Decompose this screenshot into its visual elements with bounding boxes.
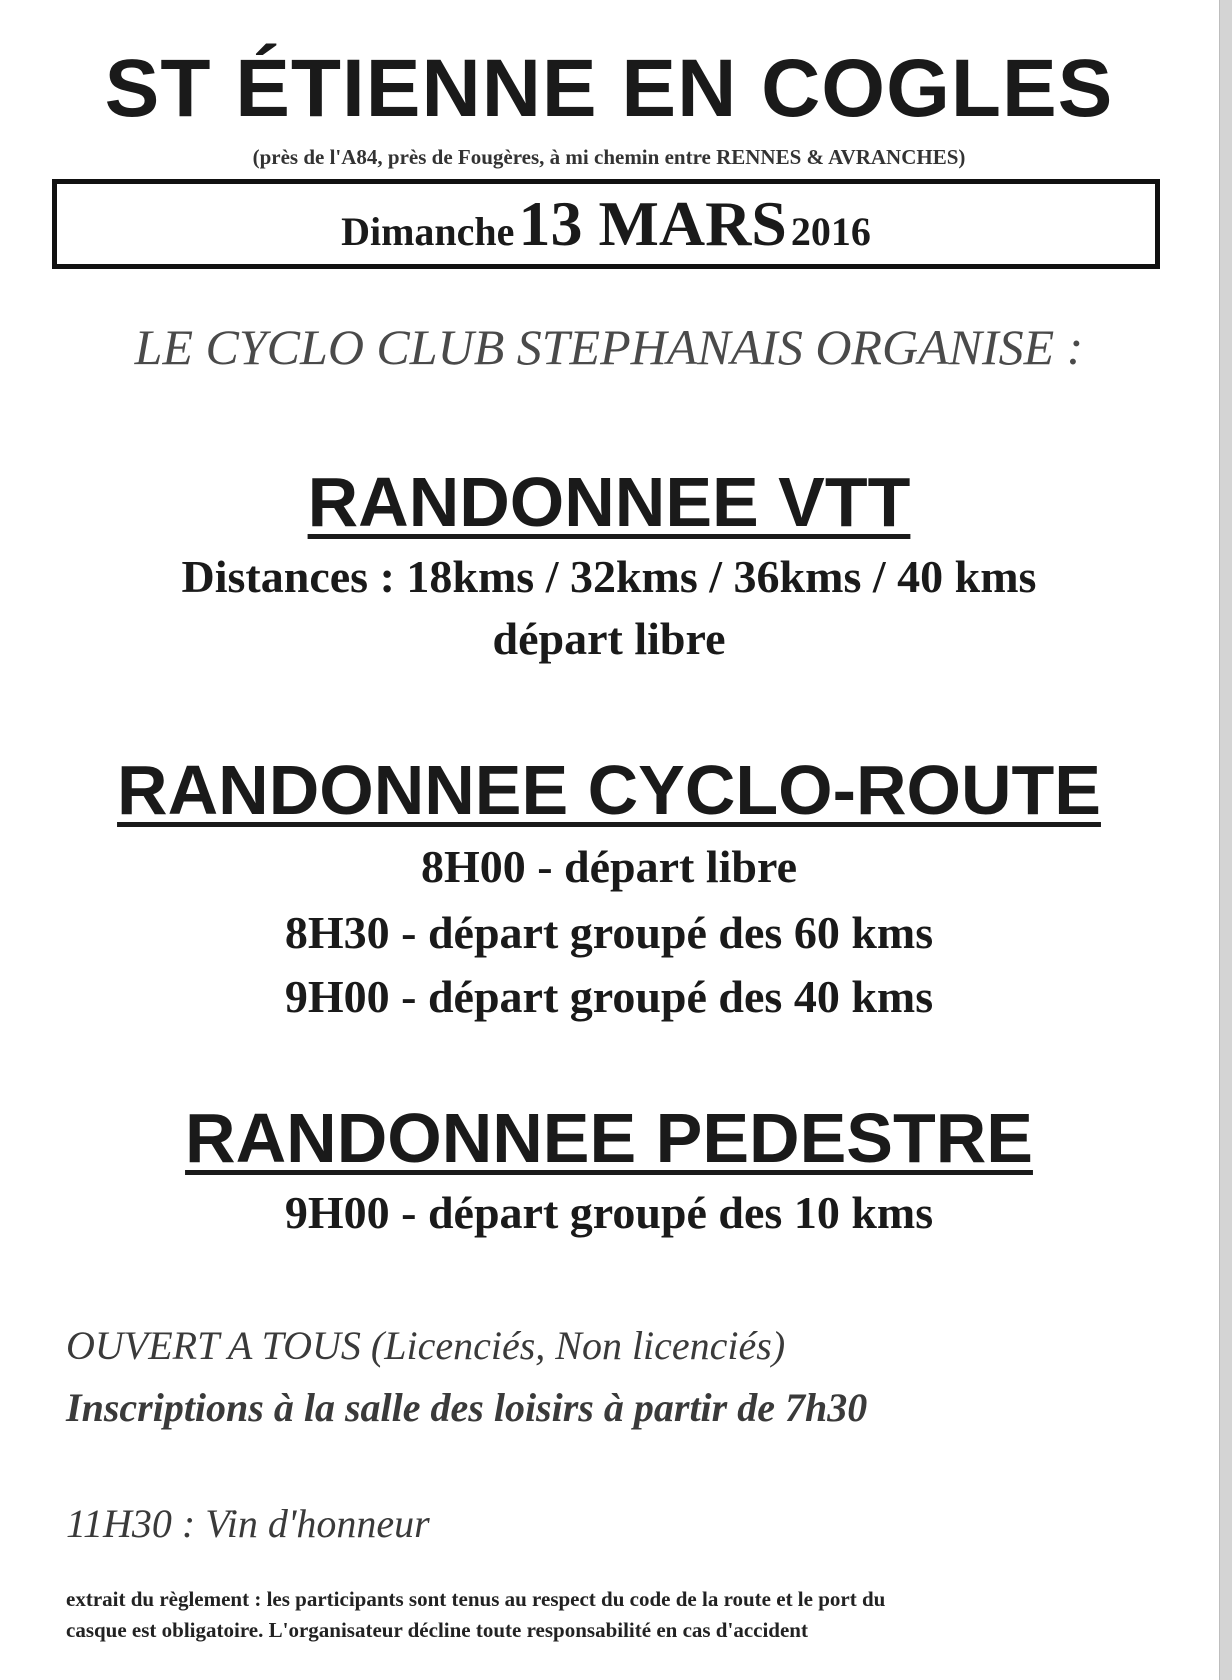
date-prefix: Dimanche xyxy=(341,209,515,254)
open-to-all: OUVERT A TOUS (Licenciés, Non licenciés) xyxy=(66,1323,786,1368)
location-note: (près de l'A84, près de Fougères, à mi chemin entre RENNES & AVRANCHES) xyxy=(252,145,966,169)
rules-note-line-2: casque est obligatoire. L'organisateur décline toute responsabilité en cas d'accident xyxy=(66,1618,808,1642)
section-title-cyclo-route: RANDONNEE CYCLO-ROUTE xyxy=(117,751,1101,829)
cyclo-route-line-1: 8H00 - départ libre xyxy=(420,841,798,892)
pedestre-line-1: 9H00 - départ groupé des 10 kms xyxy=(284,1187,934,1238)
section-title-vtt: RANDONNEE VTT xyxy=(307,463,911,541)
date-main: 13 MARS xyxy=(518,188,787,259)
town-title: ST ÉTIENNE EN COGLES xyxy=(104,43,1114,134)
vtt-distances: Distances : 18kms / 32kms / 36kms / 40 kms xyxy=(181,551,1037,602)
reception-info: 11H30 : Vin d'honneur xyxy=(66,1501,430,1546)
window-edge xyxy=(1219,0,1232,1680)
registration-info: Inscriptions à la salle des loisirs à partir de 7h30 xyxy=(66,1385,868,1430)
cyclo-route-line-2: 8H30 - départ groupé des 60 kms xyxy=(284,907,934,958)
section-title-pedestre: RANDONNEE PEDESTRE xyxy=(185,1099,1033,1177)
cyclo-route-line-3: 9H00 - départ groupé des 40 kms xyxy=(284,971,934,1022)
date-year: 2016 xyxy=(790,209,871,254)
organizer-line: LE CYCLO CLUB STEPHANAIS ORGANISE : xyxy=(134,319,1084,375)
rules-note-line-1: extrait du règlement : les participants sont tenus au respect du code de la route et le port du xyxy=(66,1587,886,1611)
date-box xyxy=(52,179,1160,269)
vtt-departure: départ libre xyxy=(492,613,726,664)
